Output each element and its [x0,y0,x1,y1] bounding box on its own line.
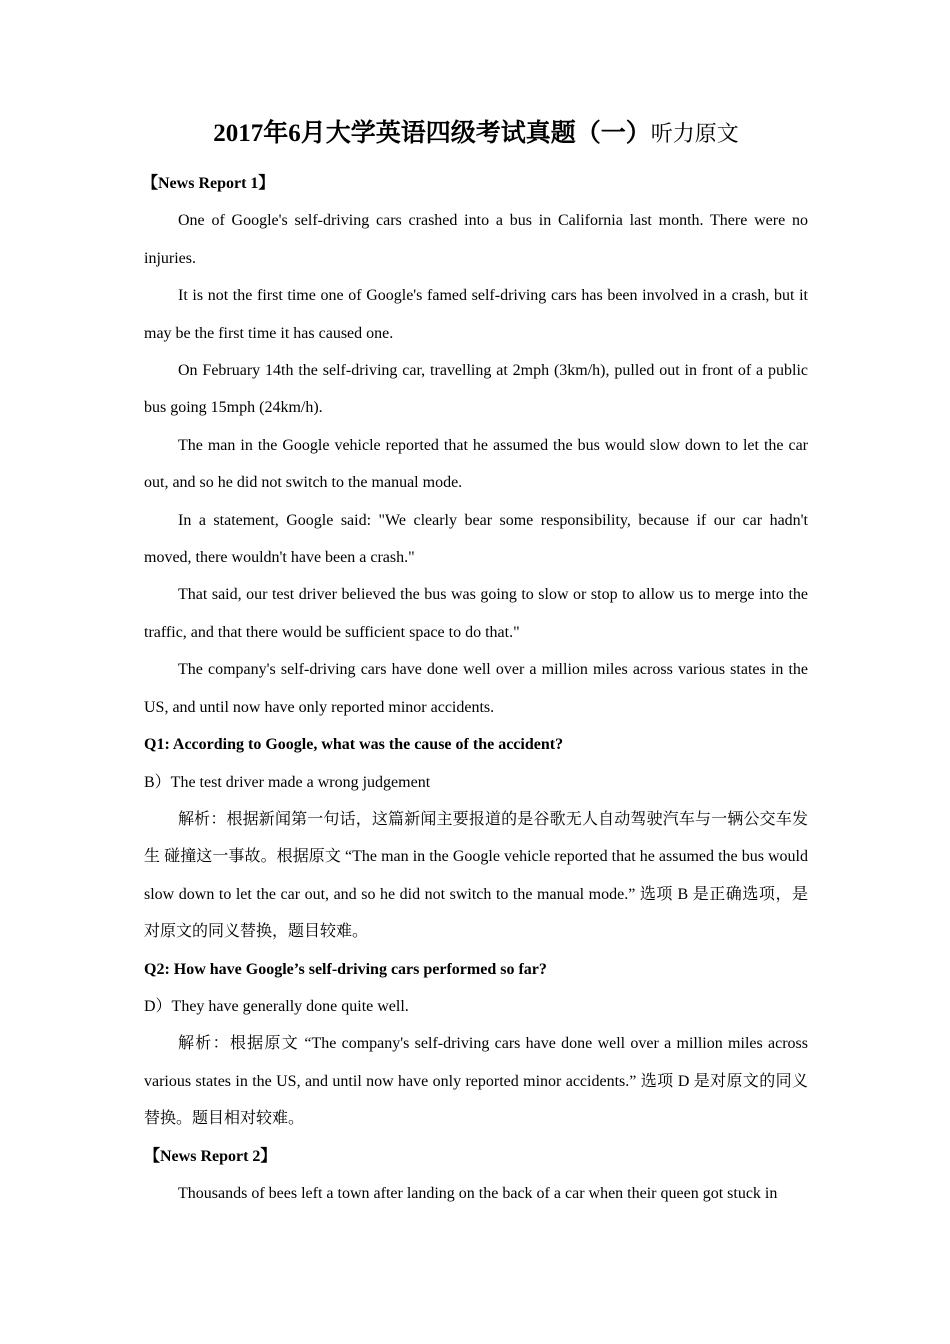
paragraph: That said, our test driver believed the bus was going to slow or stop to allow us to merge into the traffic, and that there would be sufficient space to do that." [144,586,808,641]
paragraph: It is not the first time one of Google's famed self-driving cars has been involved in a crash, but it may be the first time it has caused one. [144,287,808,342]
section-heading-report-1: 【News Report 1】 [142,175,275,192]
page-title [144,114,808,154]
paragraph: The man in the Google vehicle reported that he assumed the bus would slow down to let the car out, and so he did not switch to the manual mode. [144,436,808,492]
answer-2: D）They have generally done quite well. [144,997,409,1015]
paragraph: In a statement, Google said: "We clearly bear some responsibility, because if our car hadn't moved, there wouldn't have been a crash." [144,511,808,567]
document-body [144,165,808,1212]
title-main: 2017年6月大学英语四级考试真题（一） [213,120,651,147]
analysis-2: 解析：根据原文 “The company's self-driving cars have done well over a million miles across various states in the US, and until now have only reported minor accidents.” 选项 D 是对原文的同义替换。题目相对较难。 [144,1035,808,1128]
title-suffix: 听力原文 [650,121,739,146]
paragraph: Thousands of bees left a town after landing on the back of a car when their queen got stuck in [178,1184,778,1202]
paragraph: The company's self-driving cars have done well over a million miles across various states in the US, and until now have only reported minor accidents. [144,661,808,716]
section-heading-report-2: 【News Report 2】 [144,1147,277,1165]
paragraph: One of Google's self-driving cars crashed into a bus in California last month. There were no injuries. [144,212,808,267]
answer-1: B）The test driver made a wrong judgement [144,773,431,791]
analysis-1: 解析：根据新闻第一句话，这篇新闻主要报道的是谷歌无人自动驾驶汽车与一辆公交车发生 碰撞这一事故。根据原文 “The man in the Google vehicle reported that he assumed the bus would slow down to let the car out, and so he did not switch to the manual mode.” 选项 B 是正确选项，是对原文的同义替换，题目较难。 [144,810,808,941]
paragraph: On February 14th the self-driving car, travelling at 2mph (3km/h), pulled out in front of a public bus going 15mph (24km/h). [144,362,808,417]
question-2: Q2: How have Google’s self-driving cars performed so far? [144,960,547,978]
question-1: Q1: According to Google, what was the cause of the accident? [144,736,564,754]
